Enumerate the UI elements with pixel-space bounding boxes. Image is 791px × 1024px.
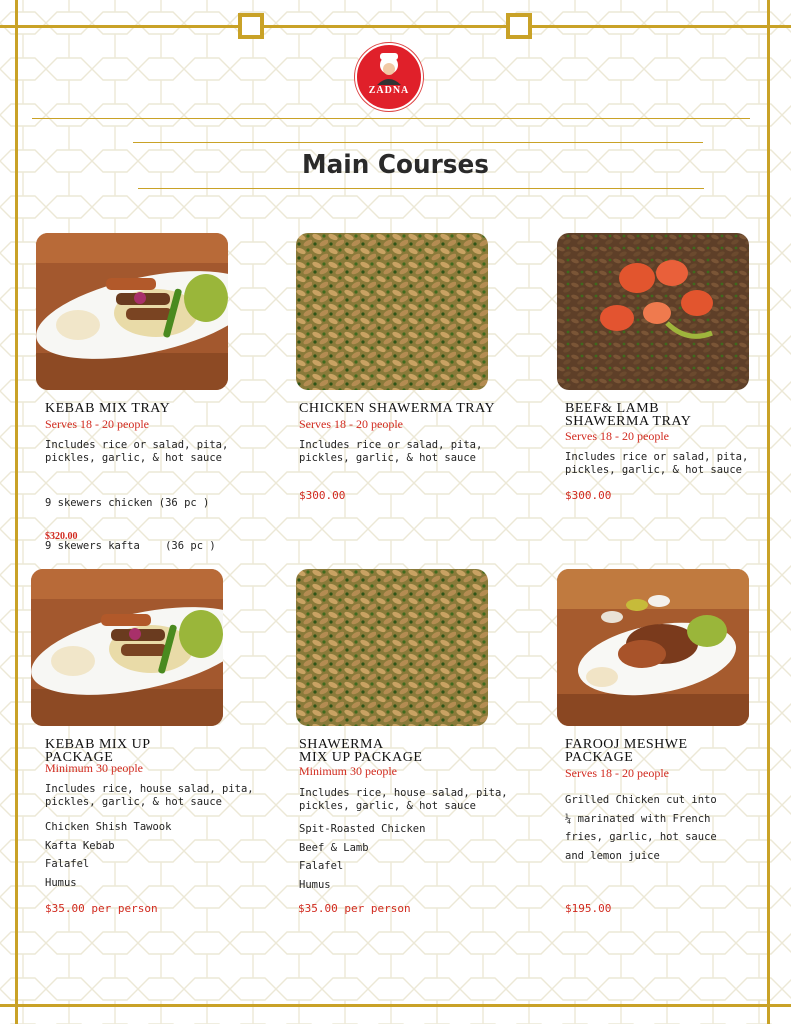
kebab-package-photo: [31, 569, 223, 726]
item-name-line: CHICKEN SHAWERMA TRAY: [299, 401, 496, 416]
item-serves: Minimum 30 people: [45, 761, 143, 775]
item-name: [565, 402, 691, 428]
item-description: Includes rice, house salad, pita, pickles, garlic, & hot sauce: [299, 787, 508, 812]
list-item: Spit-Roasted Chicken: [299, 823, 426, 835]
item-price: $300.00: [565, 489, 612, 502]
item-list: [299, 823, 425, 897]
item-name-line: PACKAGE: [565, 750, 634, 765]
item-serves: Serves 18 - 20 people: [45, 417, 149, 431]
item-name-line: MIX UP PACKAGE: [299, 750, 423, 765]
list-item: Humus: [45, 876, 77, 889]
item-name: [565, 738, 688, 764]
item-name-line: PACKAGE: [45, 750, 114, 765]
item-name: [299, 738, 422, 764]
chicken-shawerma-photo: [296, 233, 488, 390]
list-item: Falafel: [45, 858, 90, 870]
kebab-tray-photo: [36, 233, 228, 390]
list-item: Beef & Lamb: [299, 841, 369, 854]
list-item: Falafel: [299, 860, 344, 872]
item-description: Includes rice, house salad, pita, pickles, garlic, & hot sauce: [45, 783, 254, 808]
item-name: [299, 402, 495, 415]
list-item: 9 skewers chicken (36 pc ): [45, 497, 210, 509]
item-serves: Serves 18 - 20 people: [565, 429, 669, 443]
item-price: $35.00 per person: [45, 902, 158, 915]
item-price: $320.00: [45, 531, 78, 542]
list-item: Humus: [299, 878, 331, 891]
list-item: Kafta Kebab: [45, 839, 115, 852]
logo-text: ZADNA: [368, 85, 410, 96]
frame-ornament: [506, 13, 532, 39]
beef-lamb-shawerma-photo: [557, 233, 749, 390]
item-name-line: SHAWERMA TRAY: [565, 414, 692, 429]
item-price: $195.00: [565, 902, 612, 915]
item-name-line: KEBAB MIX TRAY: [45, 401, 171, 416]
list-item: Chicken Shish Tawook: [45, 821, 172, 833]
item-description: Grilled Chicken cut into ¼ marinated with French fries, garlic, hot sauce and lemon juice: [565, 794, 717, 862]
item-name-line: SHAWERMA: [299, 737, 384, 752]
shawerma-package-photo: [296, 569, 488, 726]
item-serves: Serves 18 - 20 people: [565, 766, 669, 780]
item-name: [45, 402, 170, 415]
item-price: $35.00 per person: [298, 902, 411, 915]
frame-left: [15, 0, 18, 1024]
item-name-line: KEBAB MIX UP: [45, 737, 151, 752]
frame-top: [0, 25, 791, 28]
item-price: $300.00: [299, 489, 346, 502]
page-title: Main Courses: [302, 150, 489, 180]
farooj-meshwe-photo: [557, 569, 749, 726]
item-list: [45, 821, 171, 895]
item-description: Includes rice or salad, pita, pickles, garlic, & hot sauce: [45, 439, 229, 464]
title-line-bottom: [138, 188, 704, 189]
title-line-top: [133, 142, 703, 143]
frame-bottom: [0, 1004, 791, 1007]
item-serves: Serves 18 - 20 people: [299, 417, 403, 431]
item-description: Includes rice or salad, pita, pickles, garlic, & hot sauce: [565, 451, 749, 476]
item-name-line: BEEF& LAMB: [565, 401, 660, 416]
item-serves: Minimum 30 people: [299, 764, 397, 778]
restaurant-logo: [355, 43, 423, 111]
frame-ornament: [238, 13, 264, 39]
item-description: Includes rice or salad, pita, pickles, garlic, & hot sauce: [299, 439, 483, 464]
list-item: 9 skewers kafta (36 pc ): [45, 539, 216, 552]
header-divider: [32, 118, 750, 119]
item-name-line: FAROOJ MESHWE: [565, 737, 688, 752]
